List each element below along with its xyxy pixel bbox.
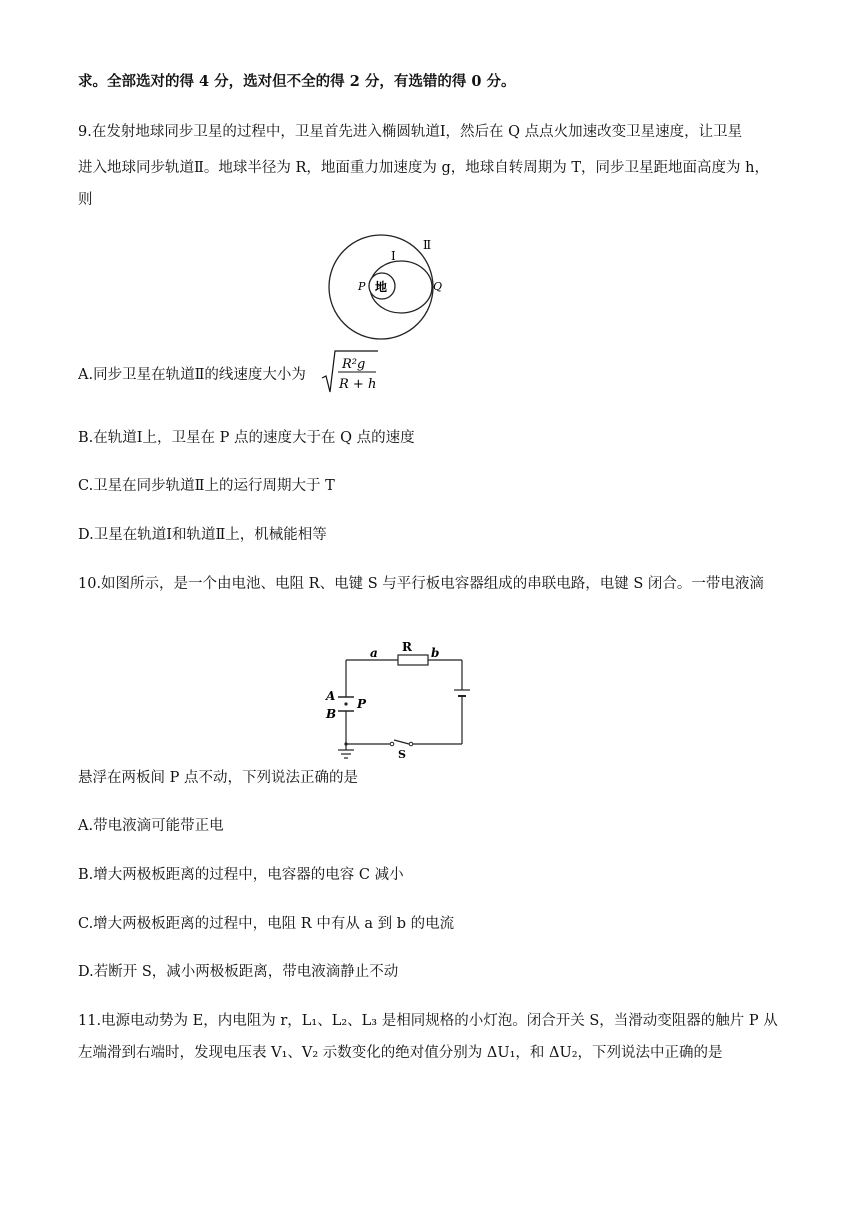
q10-stem-line-2: 悬浮在两板间 P 点不动，下列说法正确的是 [78,770,358,786]
label-plate-b: B [326,707,337,721]
q9-stem-line-1: 9.在发射地球同步卫星的过程中，卫星首先进入椭圆轨道Ⅰ，然后在 Q 点点火加速改变卫星速度，让卫星 [78,124,743,140]
circuit-diagram [318,634,478,764]
label-b: b [431,646,440,660]
q11-stem-line-1: 11.电源电动势为 E，内电阻为 r，L₁、L₂、L₃ 是相同规格的小灯泡。闭合开关 S，当滑动变阻器的触片 P 从 [78,1013,778,1029]
q9-option-a-formula [320,348,380,394]
q9-option-c: C.卫星在同步轨道Ⅱ上的运行周期大于 T [78,478,335,494]
resistor [398,655,428,665]
q9-option-d: D.卫星在轨道Ⅰ和轨道Ⅱ上，机械能相等 [78,527,327,543]
droplet-p [344,702,347,705]
q9-option-a [78,365,306,385]
orbit-1-label: Ⅰ [391,249,396,263]
formula-numerator: R²g [342,357,366,372]
orbit-2-label: Ⅱ [423,238,432,252]
q9-option-a-text: A.同步卫星在轨道Ⅱ的线速度大小为 [78,367,306,383]
earth-label: 地 [375,280,388,294]
q9-stem-line-3: 则 [78,192,93,208]
switch-blade [394,740,409,744]
point-p-label: P [358,280,366,293]
q10-option-a: A.带电液滴可能带正电 [78,818,224,834]
label-switch-s: S [398,748,406,761]
label-r: R [402,640,412,654]
switch-contact-right [409,742,413,746]
label-plate-a: A [326,689,336,703]
q10-option-d: D.若断开 S，减小两极板距离，带电液滴静止不动 [78,964,399,980]
label-a: a [370,646,378,660]
q9-option-b: B.在轨道Ⅰ上，卫星在 P 点的速度大于在 Q 点的速度 [78,430,415,446]
label-point-p: P [357,697,367,711]
orbit-diagram [325,232,450,340]
q10-option-c: C.增大两极板距离的过程中，电阻 R 中有从 a 到 b 的电流 [78,916,455,932]
point-q-label: Q [433,280,443,293]
q10-stem-line-1: 10.如图所示，是一个由电池、电阻 R、电键 S 与平行板电容器组成的串联电路，电键 S 闭合。一带电液滴 [78,576,764,592]
junction-node [344,742,347,745]
formula-denominator: R + h [339,377,377,392]
switch-contact-left [390,742,394,746]
q10-option-b: B.增大两极板距离的过程中，电容器的电容 C 减小 [78,867,404,883]
q11-stem-line-2: 左端滑到右端时，发现电压表 V₁、V₂ 示数变化的绝对值分别为 ΔU₁，和 ΔU₂，下列说法中正确的是 [78,1045,723,1061]
q9-stem-line-2: 进入地球同步轨道Ⅱ。地球半径为 R，地面重力加速度为 g，地球自转周期为 T，同步卫星距地面高度为 h， [78,160,769,176]
section-instruction: 求。全部选对的得 4 分，选对但不全的得 2 分，有选错的得 0 分。 [78,73,516,90]
